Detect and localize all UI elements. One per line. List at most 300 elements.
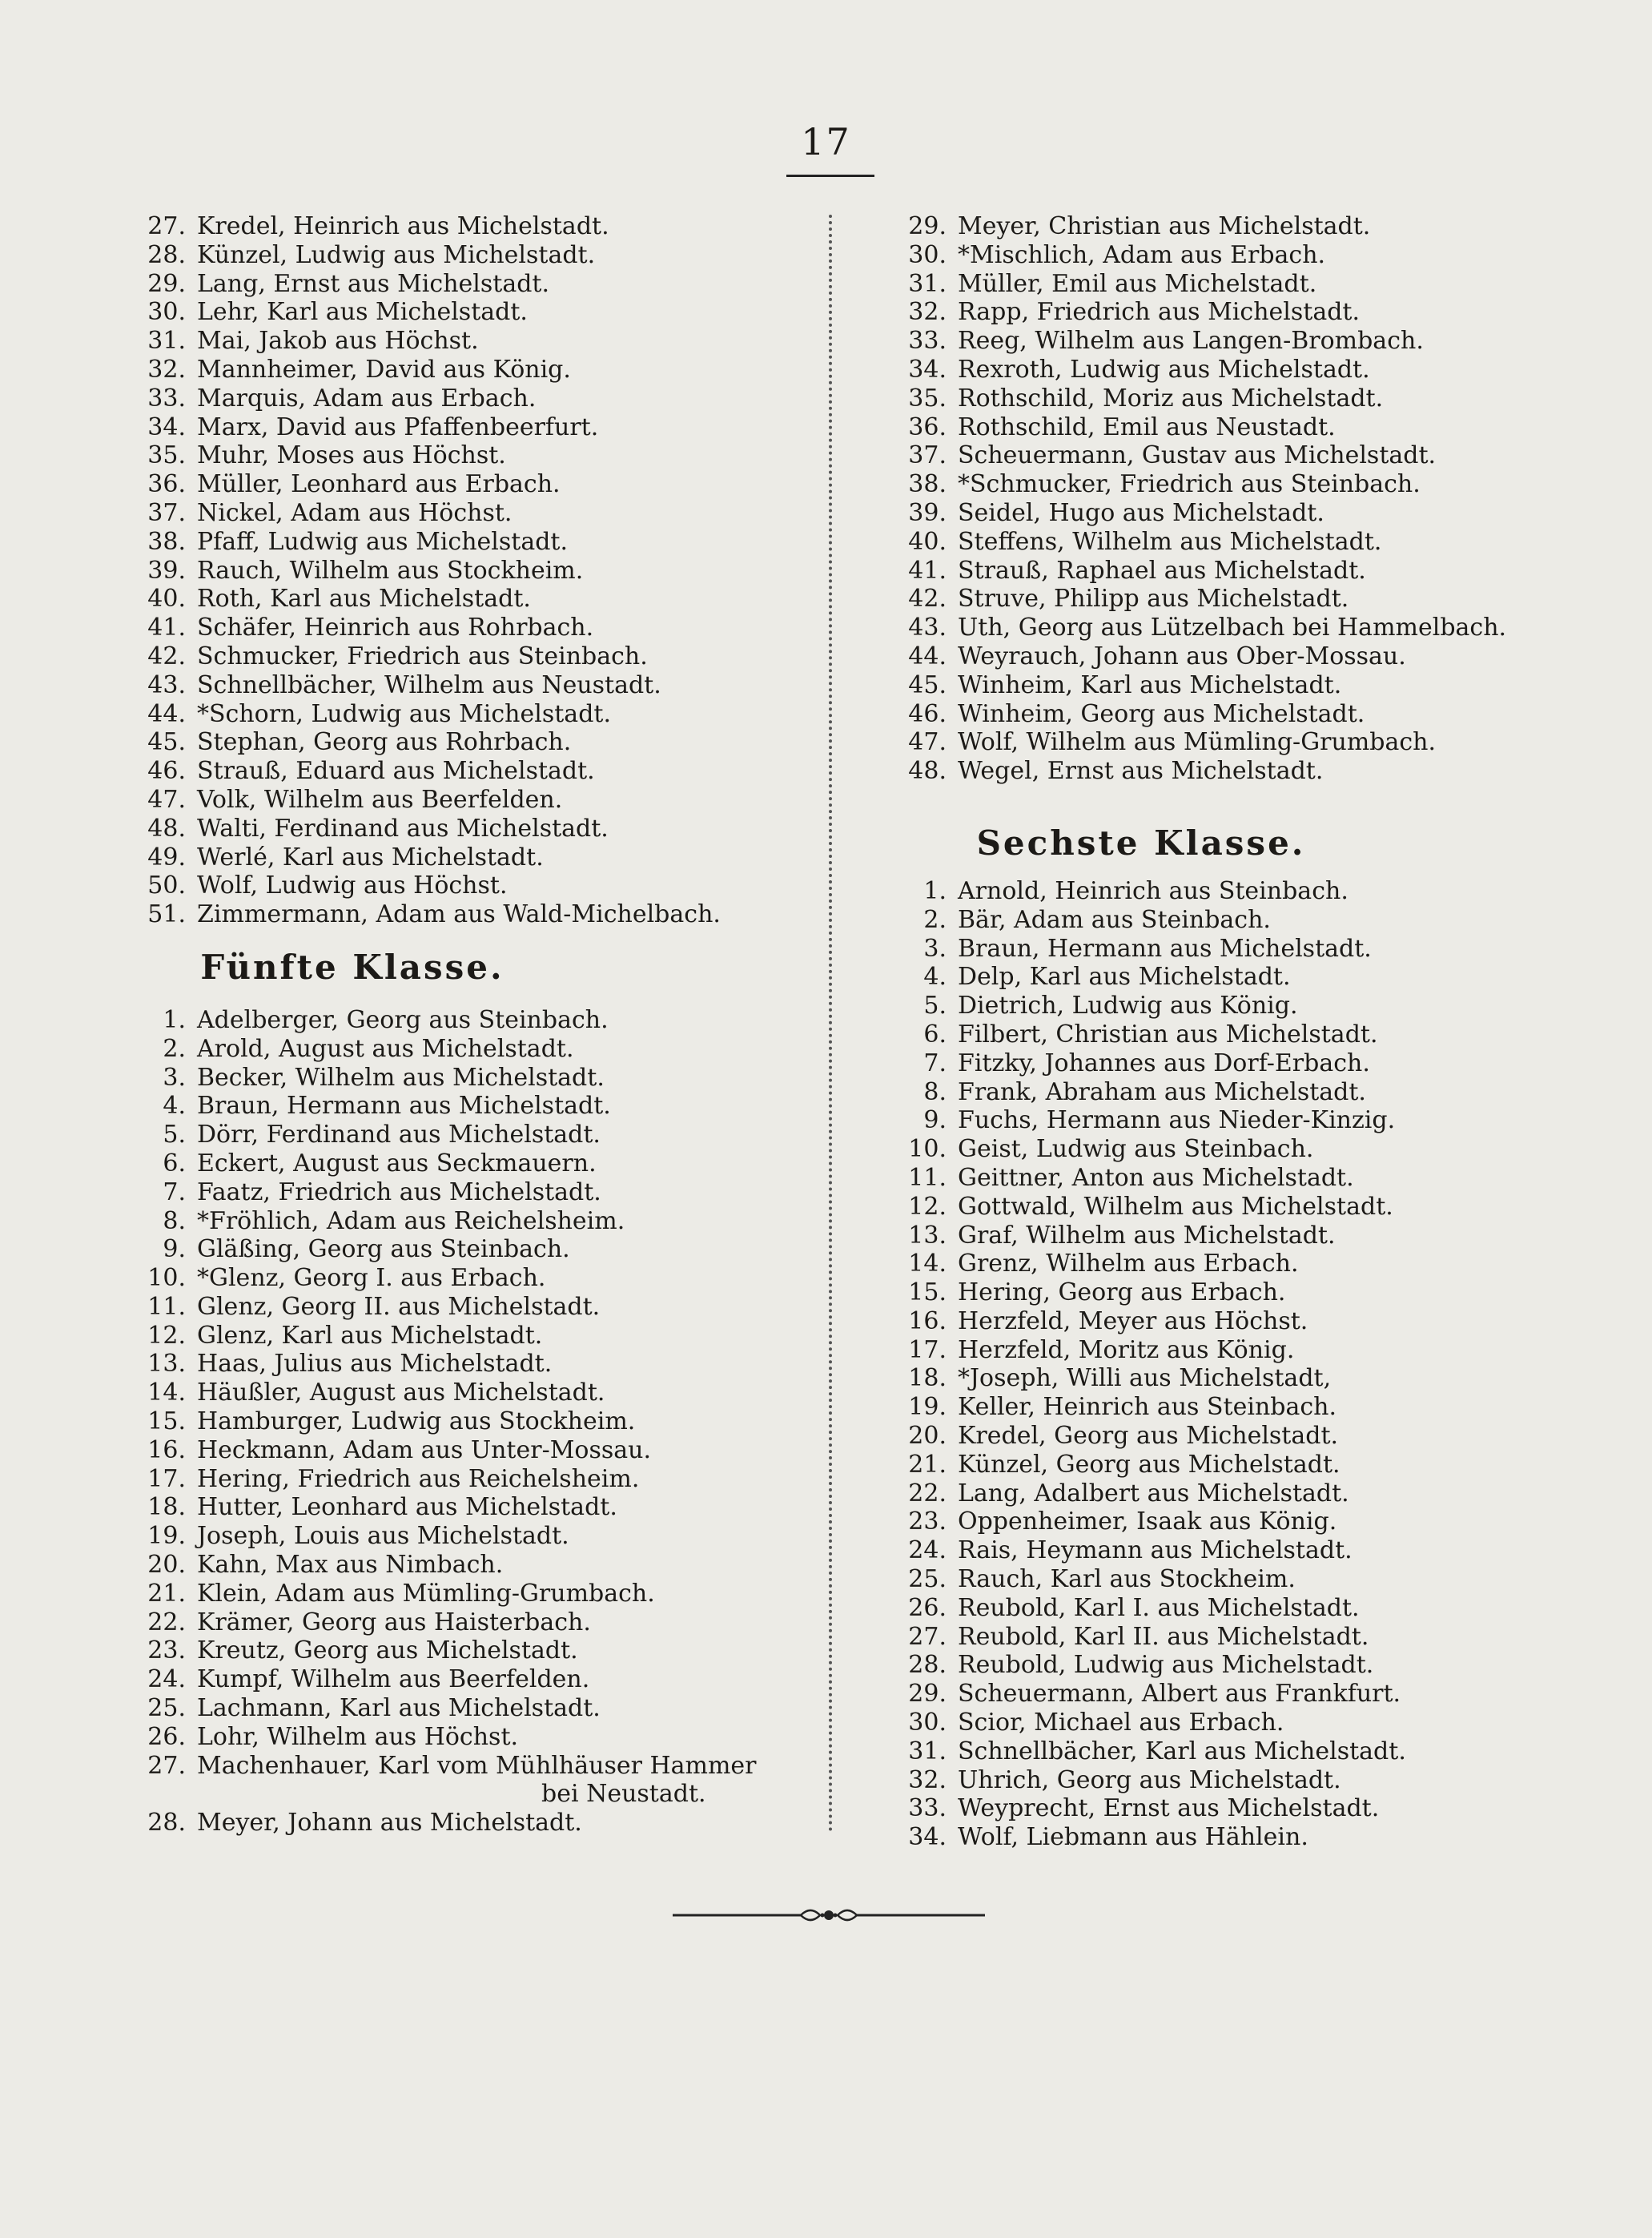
list-item-number: 13. xyxy=(147,1350,186,1379)
list-item xyxy=(873,1049,1578,1078)
list-item-number: 37. xyxy=(147,498,186,527)
list-item-name: Fitzky, Johannes aus Dorf-Erbach. xyxy=(958,1049,1370,1077)
list-item-number: 33. xyxy=(908,327,947,356)
list-item xyxy=(873,1020,1578,1049)
list-item xyxy=(112,1436,817,1465)
list-item-name: Winheim, Georg aus Michelstadt. xyxy=(958,699,1365,728)
list-item-number: 34. xyxy=(908,1823,947,1852)
list-item-name: Scior, Michael aus Erbach. xyxy=(958,1709,1284,1737)
list-item-number: 5. xyxy=(163,1121,186,1149)
list-item-number: 29. xyxy=(908,1680,947,1709)
list-item xyxy=(873,1222,1578,1250)
list-item xyxy=(873,1565,1578,1594)
list-item-name: Scheuermann, Albert aus Frankfurt. xyxy=(958,1680,1401,1709)
list-item-number: 34. xyxy=(147,413,186,441)
list-item xyxy=(873,614,1578,642)
list-item xyxy=(112,1178,817,1207)
list-item-number: 21. xyxy=(147,1579,186,1608)
list-item-number: 4. xyxy=(923,963,947,992)
list-item-name: Wolf, Wilhelm aus Mümling-Grumbach. xyxy=(958,728,1437,757)
list-item xyxy=(873,1709,1578,1737)
list-item-number: 45. xyxy=(908,670,947,699)
list-item-name: Dörr, Ferdinand aus Michelstadt. xyxy=(197,1121,601,1149)
list-item-number: 38. xyxy=(147,527,186,556)
list-item xyxy=(112,298,817,327)
list-item-number: 39. xyxy=(908,498,947,527)
list-item xyxy=(873,441,1578,470)
list-item-number: 7. xyxy=(163,1177,186,1206)
list-item-name: Geist, Ludwig aus Steinbach. xyxy=(958,1135,1314,1164)
list-item-name: Arnold, Heinrich aus Steinbach. xyxy=(958,876,1349,905)
list-item-name: Geittner, Anton aus Michelstadt. xyxy=(958,1163,1354,1192)
list-item-number: 44. xyxy=(147,699,186,728)
list-item-name: Uth, Georg aus Lützelbach bei Hammelbach. xyxy=(958,614,1507,642)
list-item xyxy=(873,1135,1578,1164)
list-item xyxy=(873,1594,1578,1623)
list-item xyxy=(112,614,817,642)
list-item-number: 17. xyxy=(147,1464,186,1493)
list-item-number: 36. xyxy=(908,413,947,441)
list-item xyxy=(112,1752,817,1781)
list-item-number: 34. xyxy=(908,355,947,384)
list-item-number: 16. xyxy=(147,1435,186,1464)
left-list-fifth-class xyxy=(112,1006,817,1837)
list-item-number: 1. xyxy=(163,1005,186,1034)
list-item-number: 27. xyxy=(147,212,186,240)
right-list-sixth-class xyxy=(873,877,1578,1852)
list-item-number: 11. xyxy=(908,1163,947,1192)
list-item xyxy=(112,356,817,384)
list-item-number: 33. xyxy=(147,384,186,413)
list-item-name: Künzel, Ludwig aus Michelstadt. xyxy=(197,240,596,269)
list-item-number: 46. xyxy=(908,699,947,728)
list-item xyxy=(873,1794,1578,1823)
list-item-number: 22. xyxy=(908,1479,947,1507)
list-item xyxy=(873,963,1578,992)
list-item-name: Rapp, Friedrich aus Michelstadt. xyxy=(958,298,1361,327)
list-item-number: 5. xyxy=(923,992,947,1020)
list-item-name: Uhrich, Georg aus Michelstadt. xyxy=(958,1765,1341,1794)
list-item-name: Reubold, Karl II. aus Michelstadt. xyxy=(958,1622,1369,1651)
list-item xyxy=(112,1121,817,1149)
list-item-number: 50. xyxy=(147,871,186,900)
list-item-name: Meyer, Christian aus Michelstadt. xyxy=(958,212,1371,240)
list-item-name: Müller, Emil aus Michelstadt. xyxy=(958,269,1317,298)
list-item-name: Machenhauer, Karl vom Mühlhäuser Hammer xyxy=(197,1751,757,1780)
list-item xyxy=(112,1149,817,1178)
list-item-number: 37. xyxy=(908,441,947,470)
list-item-number: 9. xyxy=(923,1106,947,1135)
list-item xyxy=(112,900,817,929)
list-item-number: 26. xyxy=(908,1593,947,1622)
list-item xyxy=(112,585,817,614)
list-item xyxy=(112,1723,817,1752)
list-item-number: 48. xyxy=(908,757,947,786)
list-item-name: Lang, Ernst aus Michelstadt. xyxy=(197,269,550,298)
list-item xyxy=(873,1737,1578,1766)
list-item-name: Winheim, Karl aus Michelstadt. xyxy=(958,670,1342,699)
list-item xyxy=(873,270,1578,299)
list-item xyxy=(112,1608,817,1637)
list-item-name: *Fröhlich, Adam aus Reichelsheim. xyxy=(197,1206,625,1235)
list-item-name: Pfaff, Ludwig aus Michelstadt. xyxy=(197,527,569,556)
list-item xyxy=(112,728,817,757)
list-item-name: Marquis, Adam aus Erbach. xyxy=(197,384,537,413)
list-item xyxy=(873,671,1578,700)
list-item xyxy=(873,1078,1578,1107)
list-item xyxy=(873,906,1578,935)
list-item xyxy=(873,1193,1578,1222)
list-item-number: 27. xyxy=(147,1751,186,1780)
list-item-name: Lachmann, Karl aus Michelstadt. xyxy=(197,1694,601,1723)
list-item-name: Reeg, Wilhelm aus Langen-Brombach. xyxy=(958,327,1424,356)
list-item-number: 28. xyxy=(147,240,186,269)
list-item-number: 14. xyxy=(147,1379,186,1407)
list-item xyxy=(873,1507,1578,1536)
list-item-name: Keller, Heinrich aus Steinbach. xyxy=(958,1393,1337,1422)
list-item-number: 9. xyxy=(163,1235,186,1264)
list-item-number: 40. xyxy=(147,585,186,614)
list-item-number: 32. xyxy=(908,298,947,327)
list-item-name: Stephan, Georg aus Rohrbach. xyxy=(197,728,572,757)
list-item-number: 6. xyxy=(163,1149,186,1177)
list-item-name: Häußler, August aus Michelstadt. xyxy=(197,1379,605,1407)
list-item-number: 49. xyxy=(147,843,186,871)
page-number: 17 xyxy=(801,120,851,163)
list-item-name: Hamburger, Ludwig aus Stockheim. xyxy=(197,1407,636,1436)
list-item-name: Rothschild, Moriz aus Michelstadt. xyxy=(958,384,1384,413)
list-item-number: 2. xyxy=(923,905,947,934)
list-item xyxy=(112,413,817,442)
list-item-number: 15. xyxy=(147,1407,186,1436)
list-item-number: 31. xyxy=(908,1737,947,1765)
list-item xyxy=(873,499,1578,528)
list-item-name: Eckert, August aus Seckmauern. xyxy=(197,1149,597,1177)
page-number-rule xyxy=(786,175,874,177)
list-item xyxy=(873,1422,1578,1451)
list-item-name: Filbert, Christian aus Michelstadt. xyxy=(958,1020,1378,1049)
list-item xyxy=(873,1451,1578,1479)
list-item-name: Dietrich, Ludwig aus König. xyxy=(958,992,1298,1020)
list-item xyxy=(112,1665,817,1694)
list-item xyxy=(873,700,1578,729)
list-item-name: Joseph, Louis aus Michelstadt. xyxy=(197,1522,569,1551)
list-item-name: Bär, Adam aus Steinbach. xyxy=(958,905,1271,934)
list-item-name: Scheuermann, Gustav aus Michelstadt. xyxy=(958,441,1437,470)
list-item xyxy=(112,700,817,729)
list-item-name: Schnellbächer, Wilhelm aus Neustadt. xyxy=(197,670,661,699)
list-item-number: 32. xyxy=(908,1765,947,1794)
list-item-name: Gottwald, Wilhelm aus Michelstadt. xyxy=(958,1192,1393,1221)
list-item-name: bei Neustadt. xyxy=(541,1780,706,1809)
list-item xyxy=(112,1035,817,1064)
list-item-name: Braun, Hermann aus Michelstadt. xyxy=(197,1092,611,1121)
list-item-number: 42. xyxy=(908,585,947,614)
list-item-name: Marx, David aus Pfaffenbeerfurt. xyxy=(197,413,599,441)
list-item-number: 43. xyxy=(147,670,186,699)
list-item-name: Steffens, Wilhelm aus Michelstadt. xyxy=(958,527,1382,556)
list-item-name: Kreutz, Georg aus Michelstadt. xyxy=(197,1636,578,1665)
list-item-name: Mannheimer, David aus König. xyxy=(197,355,571,384)
list-item xyxy=(112,757,817,786)
list-item-number xyxy=(112,1780,197,1809)
list-item xyxy=(112,671,817,700)
list-item-number: 10. xyxy=(908,1135,947,1164)
list-item-name: Roth, Karl aus Michelstadt. xyxy=(197,585,531,614)
list-item-number: 15. xyxy=(908,1278,947,1307)
list-item xyxy=(112,557,817,586)
list-item-name: *Glenz, Georg I. aus Erbach. xyxy=(197,1264,546,1293)
list-item-name: Volk, Wilhelm aus Beerfelden. xyxy=(197,785,563,814)
list-item-number: 10. xyxy=(147,1264,186,1293)
list-item-name: Haas, Julius aus Michelstadt. xyxy=(197,1350,553,1379)
list-item xyxy=(873,1250,1578,1278)
list-item xyxy=(112,1235,817,1264)
list-item xyxy=(112,241,817,270)
list-item-name: Rauch, Wilhelm aus Stockheim. xyxy=(197,556,584,585)
list-item-number: 24. xyxy=(908,1536,947,1565)
list-item-number: 36. xyxy=(147,470,186,499)
list-item-name: Rais, Heymann aus Michelstadt. xyxy=(958,1536,1353,1565)
list-item-number: 33. xyxy=(908,1794,947,1823)
list-item xyxy=(112,1809,817,1837)
list-item-number: 25. xyxy=(908,1565,947,1594)
list-item-number: 21. xyxy=(908,1450,947,1479)
list-item-number: 43. xyxy=(908,614,947,642)
list-item-name: Grenz, Wilhelm aus Erbach. xyxy=(958,1250,1299,1278)
list-item xyxy=(112,1379,817,1407)
list-item-number: 8. xyxy=(923,1077,947,1106)
list-item-number: 26. xyxy=(147,1722,186,1751)
list-item-name: Hutter, Leonhard aus Michelstadt. xyxy=(197,1493,617,1522)
list-item xyxy=(873,1307,1578,1336)
list-item xyxy=(112,1493,817,1522)
list-item-number: 38. xyxy=(908,470,947,499)
left-list-continued xyxy=(112,212,817,929)
list-item xyxy=(873,935,1578,964)
list-item xyxy=(873,212,1578,241)
list-item-number: 7. xyxy=(923,1049,947,1077)
list-item xyxy=(873,1393,1578,1422)
list-item-number: 48. xyxy=(147,814,186,843)
list-item xyxy=(112,871,817,900)
list-item-name: Kredel, Georg aus Michelstadt. xyxy=(958,1422,1339,1451)
list-item xyxy=(873,877,1578,906)
list-item xyxy=(112,499,817,528)
list-item-number: 44. xyxy=(908,642,947,670)
list-item-name: Rauch, Karl aus Stockheim. xyxy=(958,1565,1296,1594)
list-item-number: 23. xyxy=(147,1636,186,1665)
list-item-name: Weyprecht, Ernst aus Michelstadt. xyxy=(958,1794,1380,1823)
list-item-name: Zimmermann, Adam aus Wald-Michelbach. xyxy=(197,900,721,929)
column-divider xyxy=(829,215,832,1833)
list-item-name: *Mischlich, Adam aus Erbach. xyxy=(958,240,1326,269)
list-item-name: Struve, Philipp aus Michelstadt. xyxy=(958,585,1349,614)
list-item-name: Kahn, Max aus Nimbach. xyxy=(197,1551,504,1580)
list-item-number: 32. xyxy=(147,355,186,384)
list-item-number: 1. xyxy=(923,876,947,905)
list-item-number: 20. xyxy=(147,1551,186,1580)
list-item-number: 16. xyxy=(908,1306,947,1335)
list-item xyxy=(112,270,817,299)
list-item xyxy=(112,1407,817,1436)
list-item-name: Faatz, Friedrich aus Michelstadt. xyxy=(197,1177,601,1206)
class-heading-sixth: Sechste Klasse. xyxy=(976,823,1306,863)
list-item-number: 28. xyxy=(147,1809,186,1837)
list-item-name: Reubold, Karl I. aus Michelstadt. xyxy=(958,1593,1360,1622)
list-item-name: Künzel, Georg aus Michelstadt. xyxy=(958,1450,1340,1479)
list-item xyxy=(873,1336,1578,1365)
list-item-name: Gläßing, Georg aus Steinbach. xyxy=(197,1235,570,1264)
list-item xyxy=(873,1479,1578,1508)
list-item-name: *Schorn, Ludwig aus Michelstadt. xyxy=(197,699,611,728)
list-item-number: 35. xyxy=(147,441,186,470)
list-item xyxy=(112,1006,817,1035)
list-item-number: 23. xyxy=(908,1507,947,1536)
list-item xyxy=(873,557,1578,586)
list-item-number: 3. xyxy=(163,1063,186,1092)
list-item xyxy=(112,384,817,413)
left-column xyxy=(112,212,817,1837)
list-item-name: Wolf, Liebmann aus Hählein. xyxy=(958,1823,1308,1852)
list-item xyxy=(112,642,817,671)
list-item xyxy=(112,1636,817,1665)
list-item-name: Wegel, Ernst aus Michelstadt. xyxy=(958,757,1324,786)
list-item-number: 47. xyxy=(908,728,947,757)
list-item xyxy=(873,298,1578,327)
list-item xyxy=(112,1694,817,1723)
list-item-number: 42. xyxy=(147,642,186,670)
list-item xyxy=(112,843,817,872)
list-item-name: Schnellbächer, Karl aus Michelstadt. xyxy=(958,1737,1406,1765)
list-item-name: Wolf, Ludwig aus Höchst. xyxy=(197,871,508,900)
list-item-name: Rexroth, Ludwig aus Michelstadt. xyxy=(958,355,1370,384)
list-item-name: Werlé, Karl aus Michelstadt. xyxy=(197,843,544,871)
list-item xyxy=(112,1350,817,1379)
list-item-name: Graf, Wilhelm aus Michelstadt. xyxy=(958,1221,1336,1250)
list-item xyxy=(873,1106,1578,1135)
list-item-number: 51. xyxy=(147,900,186,929)
list-item-name: Heckmann, Adam aus Unter-Mossau. xyxy=(197,1435,652,1464)
list-item-name: Oppenheimer, Isaak aus König. xyxy=(958,1507,1337,1536)
list-item-name: Krämer, Georg aus Haisterbach. xyxy=(197,1608,591,1636)
list-item xyxy=(112,1551,817,1580)
list-item-number: 3. xyxy=(923,934,947,963)
list-item xyxy=(873,1651,1578,1680)
list-item-number: 40. xyxy=(908,527,947,556)
list-item-name: Kredel, Heinrich aus Michelstadt. xyxy=(197,212,609,240)
class-heading-fifth: Fünfte Klasse. xyxy=(200,947,504,987)
list-item xyxy=(873,1364,1578,1393)
list-item-name: Hering, Friedrich aus Reichelsheim. xyxy=(197,1464,640,1493)
list-item xyxy=(873,327,1578,356)
list-item-name: Lohr, Wilhelm aus Höchst. xyxy=(197,1722,519,1751)
list-item xyxy=(112,212,817,241)
list-item xyxy=(873,241,1578,270)
list-item xyxy=(873,1823,1578,1852)
list-item-name: Strauß, Eduard aus Michelstadt. xyxy=(197,757,595,786)
list-item xyxy=(112,528,817,557)
list-item-number: 2. xyxy=(163,1034,186,1063)
list-item xyxy=(873,1680,1578,1709)
list-item-name: *Joseph, Willi aus Michelstadt, xyxy=(958,1364,1332,1393)
list-item-number: 18. xyxy=(908,1364,947,1393)
list-item-number: 41. xyxy=(908,556,947,585)
list-item xyxy=(112,1580,817,1608)
list-item-name: Weyrauch, Johann aus Ober-Mossau. xyxy=(958,642,1406,670)
list-item xyxy=(873,642,1578,671)
list-item xyxy=(873,1536,1578,1565)
list-item xyxy=(112,1522,817,1551)
list-item-number: 28. xyxy=(908,1651,947,1680)
list-item xyxy=(873,470,1578,499)
list-item-number: 25. xyxy=(147,1694,186,1723)
list-item xyxy=(112,441,817,470)
list-item-name: Lang, Adalbert aus Michelstadt. xyxy=(958,1479,1349,1507)
list-item-name: Arold, August aus Michelstadt. xyxy=(197,1034,574,1063)
list-item-name: Hering, Georg aus Erbach. xyxy=(958,1278,1286,1307)
list-item-number: 46. xyxy=(147,757,186,786)
list-item xyxy=(112,1207,817,1236)
list-item xyxy=(112,1465,817,1494)
list-item-number: 22. xyxy=(147,1608,186,1636)
list-item-name: Muhr, Moses aus Höchst. xyxy=(197,441,506,470)
list-item-name: Rothschild, Emil aus Neustadt. xyxy=(958,413,1336,441)
list-item-number: 12. xyxy=(908,1192,947,1221)
right-column xyxy=(873,212,1578,1852)
list-item-name: Seidel, Hugo aus Michelstadt. xyxy=(958,498,1324,527)
list-item-name: Braun, Hermann aus Michelstadt. xyxy=(958,934,1372,963)
list-item-number: 19. xyxy=(147,1522,186,1551)
list-item xyxy=(873,356,1578,384)
list-item-name: Nickel, Adam aus Höchst. xyxy=(197,498,512,527)
list-item-name: Glenz, Karl aus Michelstadt. xyxy=(197,1321,543,1350)
list-item xyxy=(112,786,817,815)
list-item-number: 4. xyxy=(163,1092,186,1121)
list-item-name: Frank, Abraham aus Michelstadt. xyxy=(958,1077,1366,1106)
list-item xyxy=(112,1092,817,1121)
list-item xyxy=(112,1264,817,1293)
list-item-number: 14. xyxy=(908,1250,947,1278)
list-item-name: Herzfeld, Meyer aus Höchst. xyxy=(958,1306,1308,1335)
list-item xyxy=(873,413,1578,442)
list-item xyxy=(873,528,1578,557)
list-item-number: 13. xyxy=(908,1221,947,1250)
list-item xyxy=(112,1780,817,1809)
list-item-number: 27. xyxy=(908,1622,947,1651)
right-list-continued xyxy=(873,212,1578,786)
list-item xyxy=(873,1623,1578,1652)
list-item xyxy=(873,585,1578,614)
list-item-number: 18. xyxy=(147,1493,186,1522)
list-item-number: 31. xyxy=(908,269,947,298)
list-item-name: Kumpf, Wilhelm aus Beerfelden. xyxy=(197,1665,590,1694)
list-item-number: 20. xyxy=(908,1422,947,1451)
list-item-name: Reubold, Ludwig aus Michelstadt. xyxy=(958,1651,1374,1680)
list-item xyxy=(112,470,817,499)
list-item xyxy=(112,815,817,843)
list-item xyxy=(112,1293,817,1322)
list-item-number: 30. xyxy=(908,240,947,269)
list-item-number: 45. xyxy=(147,728,186,757)
list-item-name: Müller, Leonhard aus Erbach. xyxy=(197,470,561,499)
list-item-name: Lehr, Karl aus Michelstadt. xyxy=(197,298,528,327)
list-item-number: 39. xyxy=(147,556,186,585)
list-item-name: Klein, Adam aus Mümling-Grumbach. xyxy=(197,1579,655,1608)
list-item-number: 30. xyxy=(908,1709,947,1737)
list-item-number: 31. xyxy=(147,327,186,356)
list-item-name: Herzfeld, Moritz aus König. xyxy=(958,1335,1295,1364)
